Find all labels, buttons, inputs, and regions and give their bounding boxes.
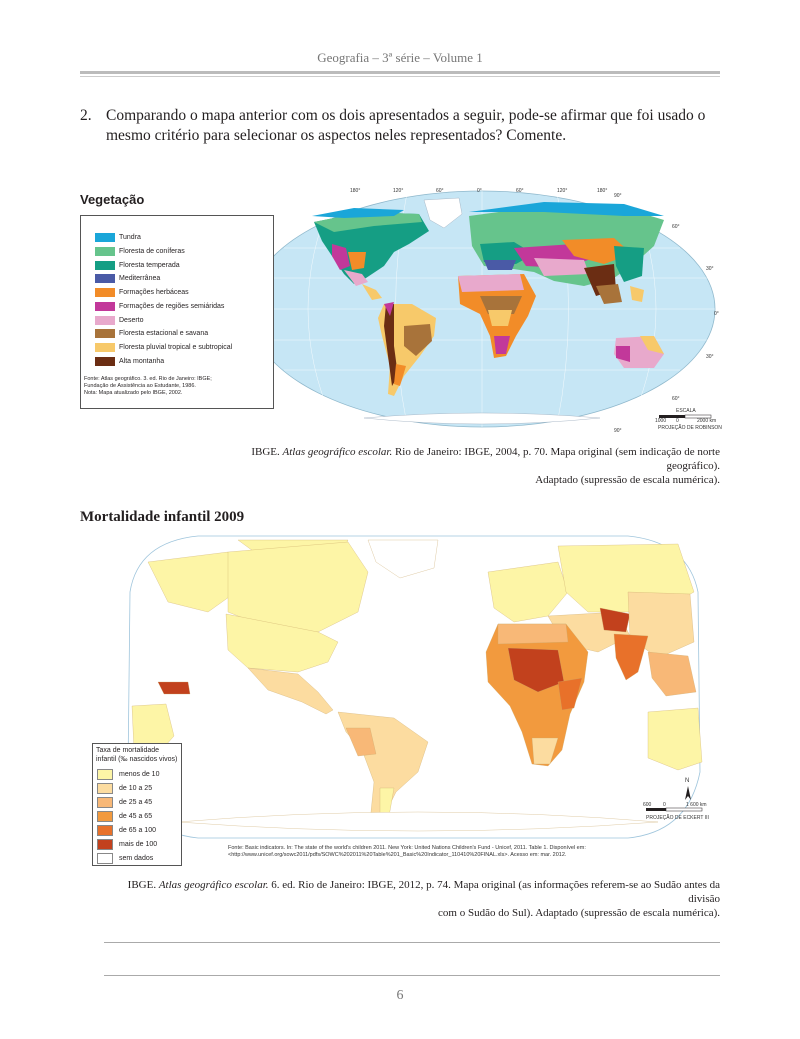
lat-label: 30°	[706, 266, 714, 272]
north-arrow-icon	[684, 786, 692, 800]
vegetation-caption: IBGE. Atlas geográfico escolar. Rio de Janeiro: IBGE, 2004, p. 70. Mapa original (sem indicação de norte geográfico). Adaptado (supressão de escala numérica).	[251, 446, 720, 486]
legend-item: Formações de regiões semiáridas	[95, 301, 224, 311]
scale-label: 600	[643, 802, 652, 808]
legend-swatch	[95, 274, 115, 283]
legend-swatch	[97, 839, 113, 850]
answer-line	[104, 942, 720, 943]
legend-swatch	[95, 261, 115, 270]
running-header: Geografia – 3ª série – Volume 1	[317, 50, 483, 65]
lat-label: 90°	[614, 193, 622, 199]
map-source: Fonte: Basic indicators. In: The state of the world's children 2011. New York: United Nations Children's Fund - Unicef, 2011. Table 1. Disponível em: <http://www.unicef.org/sowc2011/pdfs/SOWC%202011%20Table%201_Basic%20Indicator_110410%20FINAL.xls>. Acesso em: mar. 2012.	[228, 845, 586, 858]
lat-label: 30°	[706, 354, 714, 360]
lon-label: 120°	[557, 188, 568, 194]
legend-swatch	[95, 329, 115, 338]
legend-item: Deserto	[95, 315, 144, 325]
scale-label: 1 600 km	[686, 802, 707, 808]
map-vegetation-title: Vegetação	[80, 192, 145, 207]
legend-item: Mediterrânea	[95, 273, 160, 283]
legend-swatch	[97, 853, 113, 864]
legend-item: de 10 a 25	[97, 782, 152, 794]
legend-item: Tundra	[95, 232, 141, 242]
vegetation-legend	[80, 215, 274, 409]
legend-item: de 65 a 100	[97, 824, 156, 836]
legend-swatch	[97, 797, 113, 808]
legend-swatch	[95, 343, 115, 352]
legend-item: Floresta de coníferas	[95, 246, 185, 256]
legend-item: Floresta temperada	[95, 260, 180, 270]
legend-swatch	[97, 825, 113, 836]
projection-label: PROJEÇÃO DE ROBINSON	[658, 425, 722, 431]
map-mortality-title: Mortalidade infantil 2009	[80, 509, 245, 525]
legend-swatch	[95, 302, 115, 311]
lon-label: 180°	[597, 188, 608, 194]
scale-label: 0	[676, 418, 679, 424]
legend-swatch	[95, 316, 115, 325]
legend-swatch	[95, 357, 115, 366]
lat-label: 60°	[672, 396, 680, 402]
mortality-legend	[92, 743, 182, 866]
answer-line	[104, 975, 720, 976]
question-number: 2.	[80, 107, 92, 124]
lon-label: 60°	[516, 188, 524, 194]
lat-label: 90°	[614, 428, 622, 434]
lon-label: 180°	[350, 188, 361, 194]
legend-swatch	[97, 811, 113, 822]
lon-label: 60°	[436, 188, 444, 194]
lon-label: 120°	[393, 188, 404, 194]
legend-item: Floresta pluvial tropical e subtropical	[95, 342, 232, 352]
mortality-map	[118, 532, 708, 842]
mortality-caption: IBGE. Atlas geográfico escolar. 6. ed. Rio de Janeiro: IBGE, 2012, p. 74. Mapa original (as informações referem-se ao Sudão antes da divisão com o Sudão do Sul). Adaptado (supressão de escala numérica).	[127, 879, 720, 919]
scale-title: ESCALA	[676, 408, 696, 414]
legend-swatch	[97, 769, 113, 780]
question-2	[80, 106, 730, 146]
legend-item: Formações herbáceas	[95, 287, 189, 297]
legend-swatch	[95, 247, 115, 256]
legend-item: de 25 a 45	[97, 796, 152, 808]
legend-title: Taxa de mortalidade infantil (‰ nascidos vivos)	[96, 747, 178, 763]
legend-swatch	[97, 783, 113, 794]
scale-label: 1000	[655, 418, 667, 424]
lat-label: 60°	[672, 224, 680, 230]
north-label: N	[685, 778, 690, 784]
legend-item: menos de 10	[97, 768, 159, 780]
legend-swatch	[95, 288, 115, 297]
scale-label: 2000 km	[697, 418, 717, 424]
page-number: 6	[396, 988, 404, 1003]
map-source: Fonte: Atlas geográfico. 3. ed. Rio de Janeiro: IBGE; Fundação de Assistência ao Estudante, 1986. Nota: Mapa atualizado pelo IBGE, 2002.	[84, 376, 212, 396]
legend-item: Alta montanha	[95, 356, 164, 366]
legend-item: de 45 a 65	[97, 810, 152, 822]
legend-swatch	[95, 233, 115, 242]
header-rule-thin	[80, 76, 720, 77]
projection-label: PROJEÇÃO DE ECKERT III	[646, 815, 709, 821]
header-rule	[80, 71, 720, 74]
lon-label: 0°	[477, 188, 482, 194]
legend-item: mais de 100	[97, 838, 157, 850]
scale-label: 0	[663, 802, 666, 808]
lat-label: 0°	[714, 311, 719, 317]
vegetation-map	[244, 186, 722, 434]
legend-item: Floresta estacional e savana	[95, 328, 208, 338]
legend-item: sem dados	[97, 852, 153, 864]
question-text: Comparando o mapa anterior com os dois apresentados a seguir, pode-se afirmar que foi usado o mesmo critério para selecionar os aspectos neles representados? Comente.	[106, 107, 706, 144]
